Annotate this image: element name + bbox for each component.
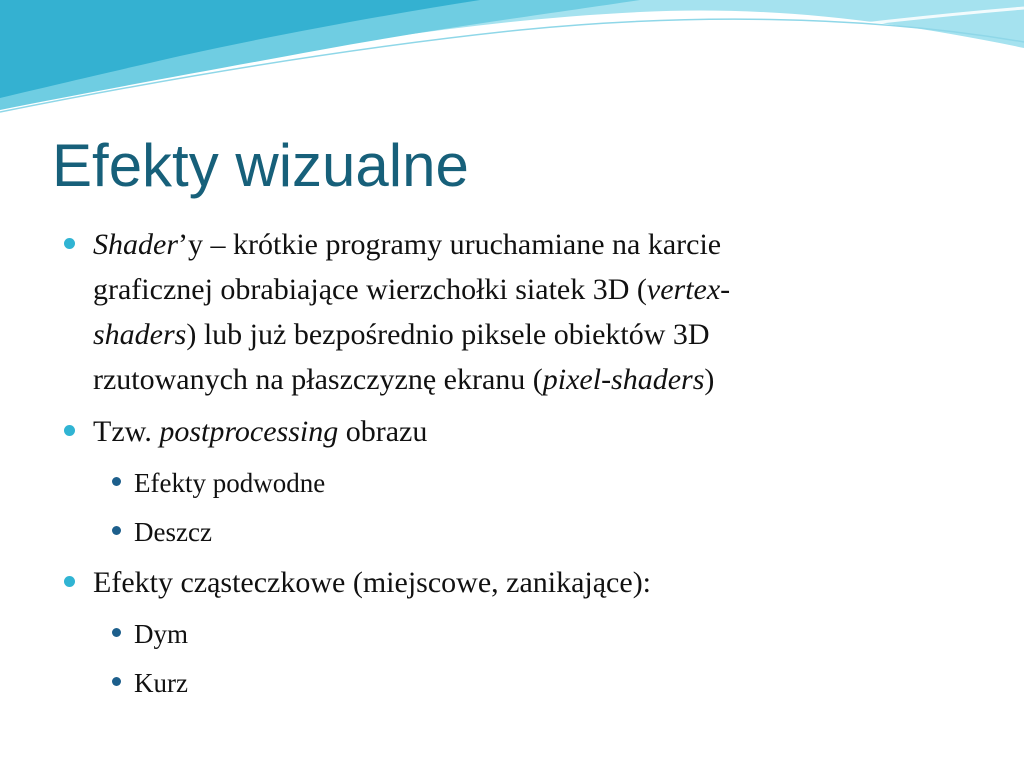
bullet-shaders xyxy=(60,222,960,402)
text-segment: obrazu xyxy=(338,415,428,448)
text-segment: Shader xyxy=(93,228,178,261)
slide-content xyxy=(60,222,960,703)
text-segment: ) lub już bezpośrednio piksele obiektów 3D xyxy=(186,318,710,351)
text-segment: graficznej obrabiające wierzchołki siatek 3D ( xyxy=(93,273,647,306)
text-segment: vertex xyxy=(646,273,721,306)
text-segment: Efekty cząsteczkowe (miejscowe, zanikające): xyxy=(93,566,652,599)
text-segment: postprocessing xyxy=(159,415,339,448)
text-segment: shaders xyxy=(93,318,187,351)
text-segment: ) xyxy=(704,363,715,396)
text-segment: rzutowanych na płaszczyznę ekranu ( xyxy=(93,363,543,396)
sub-bullet-dust: Kurz xyxy=(110,663,960,703)
sub-bullet-rain: Deszcz xyxy=(110,512,960,552)
bullet-particle-effects xyxy=(60,560,960,605)
sub-bullet-underwater: Efekty podwodne xyxy=(110,463,960,503)
sub-bullet-smoke: Dym xyxy=(110,614,960,654)
bullet-postprocessing xyxy=(60,409,960,454)
bullet-line xyxy=(93,222,960,267)
bullet-line xyxy=(93,267,960,312)
text-segment: - xyxy=(720,273,731,306)
header-wave-decoration xyxy=(0,0,1024,130)
bullet-line xyxy=(93,312,960,357)
text-segment: Tzw. xyxy=(93,415,160,448)
bullet-line xyxy=(93,357,960,402)
slide-title: Efekty wizualne xyxy=(52,132,469,199)
text-segment: ’y – krótkie programy uruchamiane na karcie xyxy=(178,228,722,261)
text-segment: pixel-shaders xyxy=(542,363,705,396)
